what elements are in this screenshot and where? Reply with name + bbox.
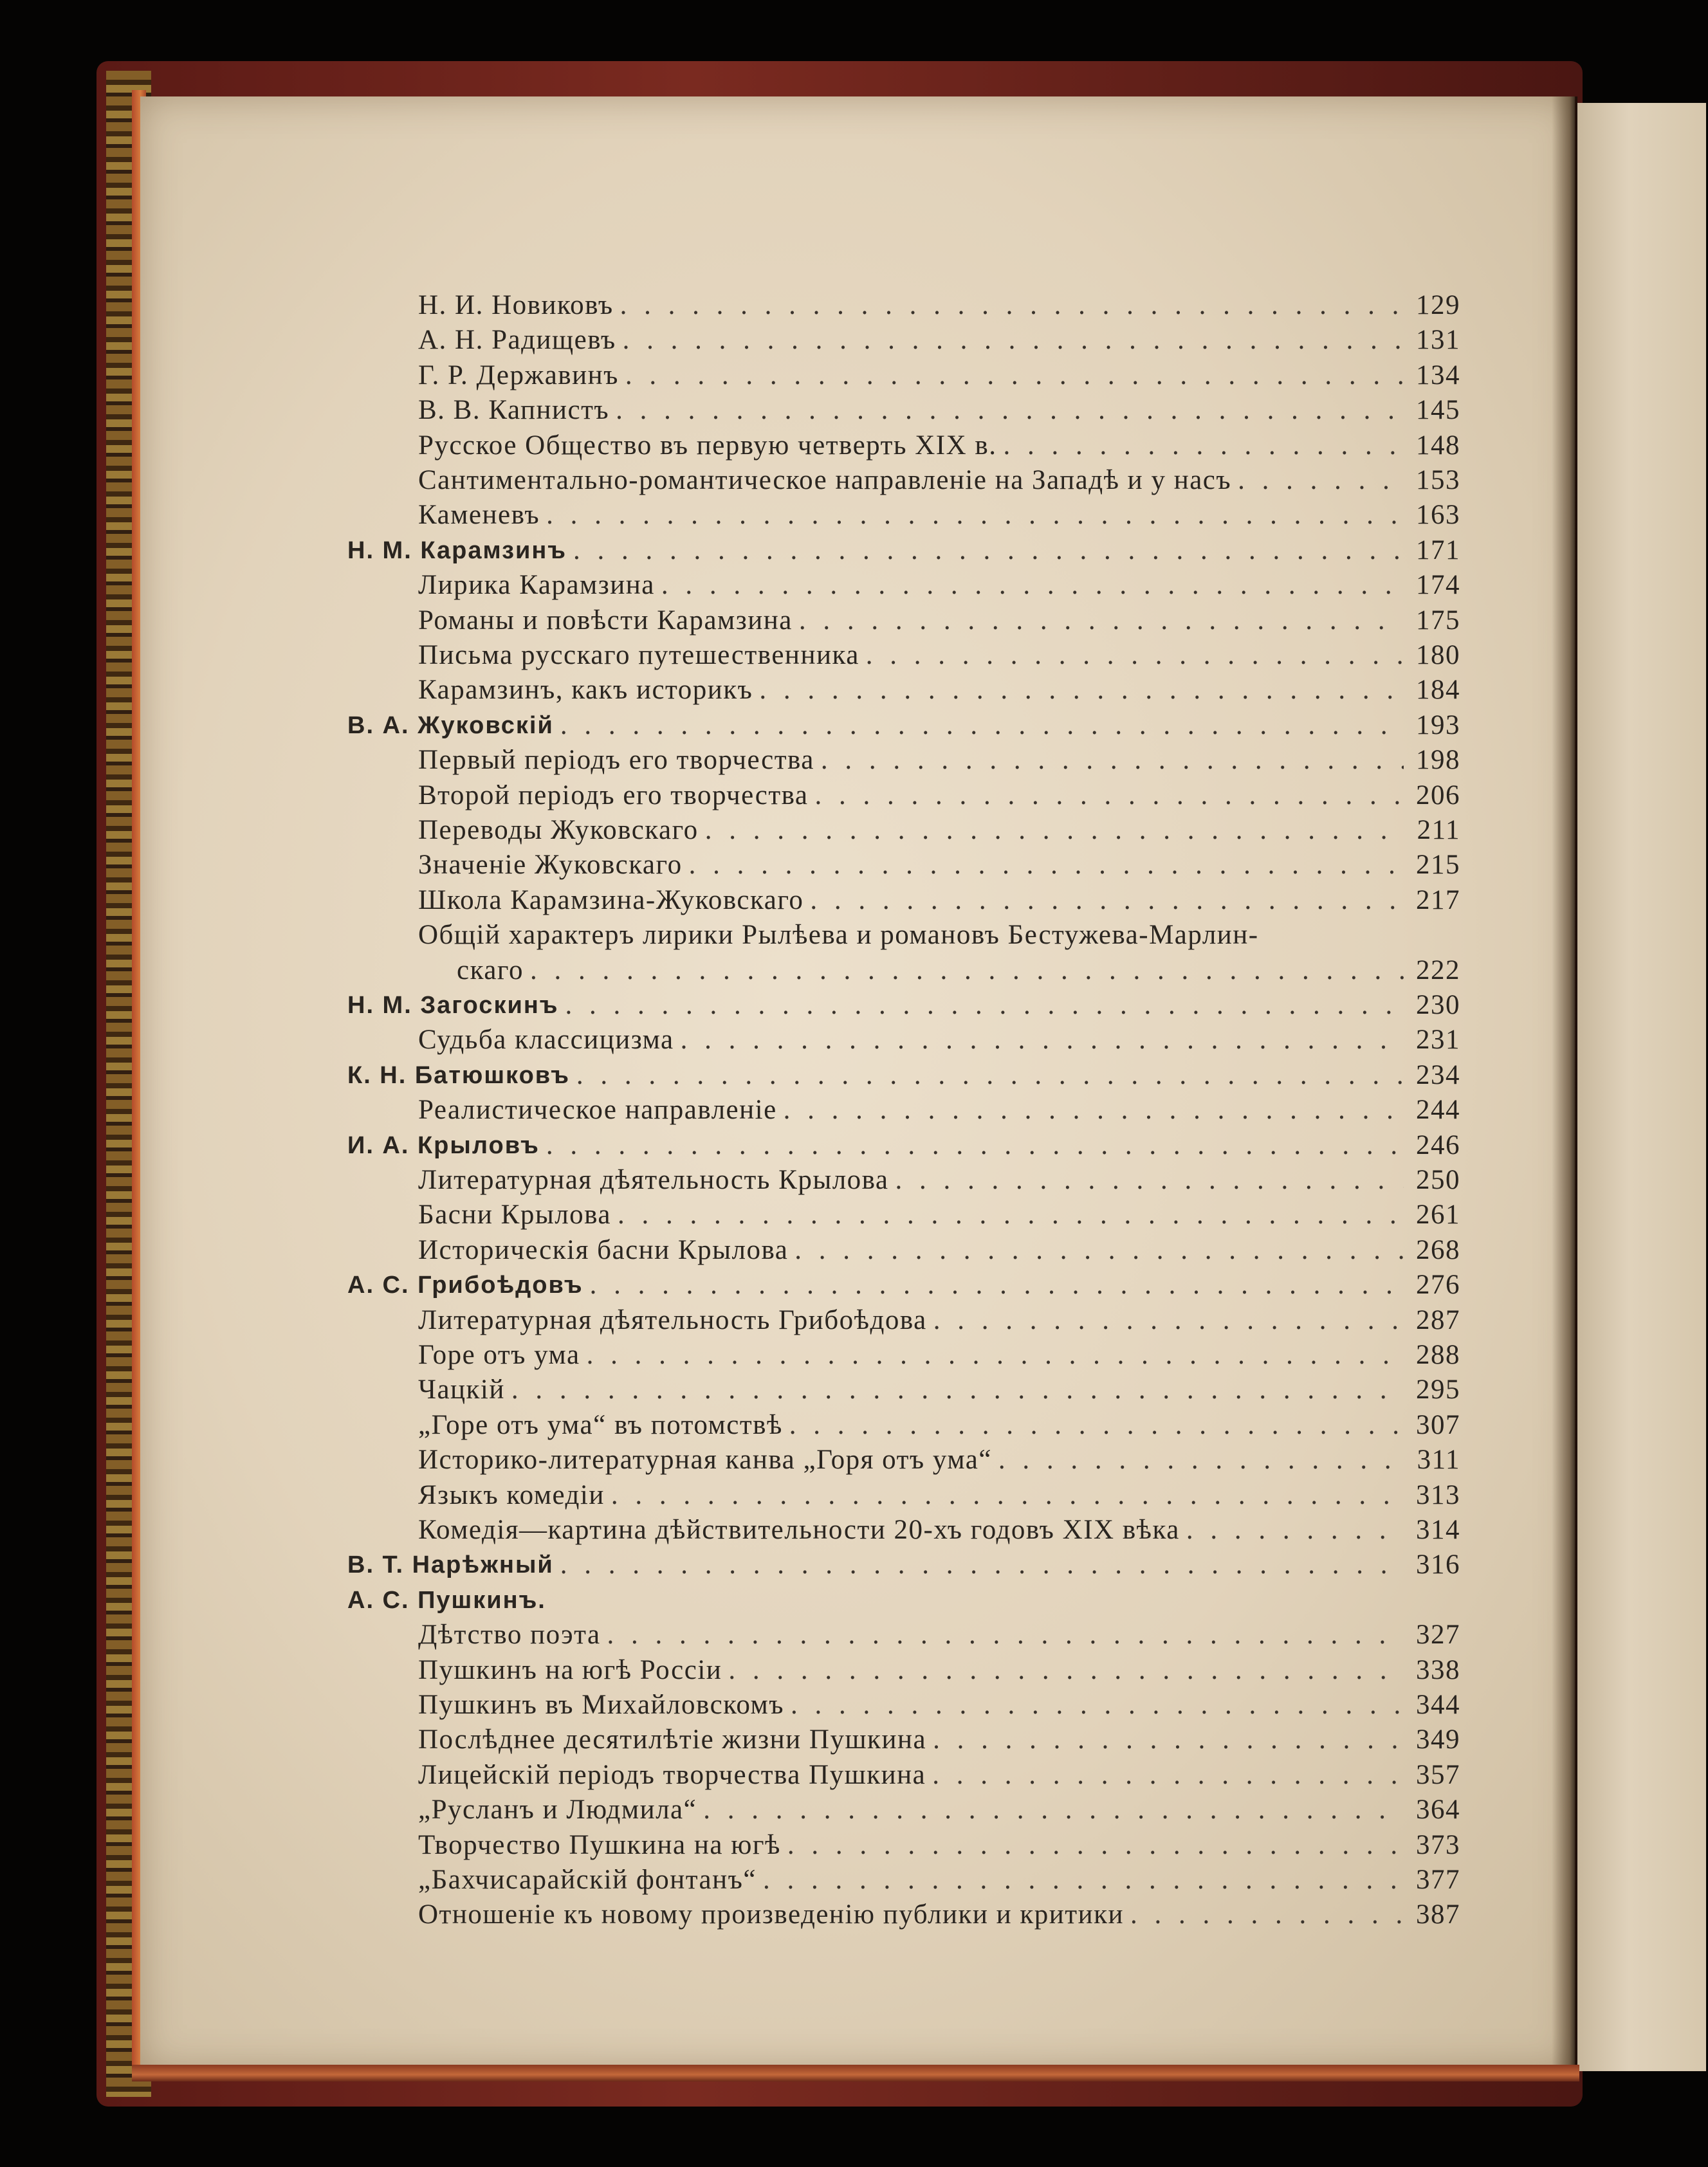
toc-page-number: 327: [1416, 1620, 1460, 1650]
toc-page-number: 244: [1416, 1095, 1460, 1125]
toc-page-number: 193: [1416, 710, 1460, 740]
toc-entry-title: Историческія басни Крылова: [418, 1235, 789, 1265]
toc-entry-title: Пушкинъ въ Михайловскомъ: [418, 1690, 784, 1720]
toc-page-number: 174: [1416, 570, 1460, 600]
toc-entry-title: Басни Крылова: [418, 1200, 611, 1230]
toc-entry: [347, 1478, 1460, 1513]
toc-entry-title: Значеніе Жуковскаго: [418, 850, 683, 880]
toc-page-number: 230: [1416, 990, 1460, 1020]
toc-leader-dots: [703, 1793, 1404, 1827]
toc-page-number: 364: [1416, 1795, 1460, 1825]
toc-entry: [347, 603, 1460, 638]
toc-page-number: 217: [1416, 885, 1460, 915]
toc-page-number: 131: [1416, 325, 1460, 355]
toc-entry: [347, 1338, 1460, 1373]
page-bottom-edge: [132, 2065, 1579, 2081]
toc-page-number: 387: [1416, 1899, 1460, 1930]
toc-page-number: 206: [1416, 780, 1460, 810]
toc-entry-title: Первый періодъ его творчества: [418, 745, 814, 775]
toc-page-number: 211: [1417, 815, 1460, 845]
toc-entry-title: Реалистическое направленіе: [418, 1095, 777, 1125]
toc-entry: [347, 813, 1460, 848]
toc-entry-title: Переводы Жуковскаго: [418, 815, 699, 845]
toc-entry: [347, 1723, 1460, 1757]
toc-entry: [347, 638, 1460, 673]
toc-page-number: 184: [1416, 675, 1460, 705]
toc-entry: [347, 358, 1460, 393]
toc-page-number: 338: [1416, 1655, 1460, 1685]
toc-page-number: 222: [1416, 955, 1460, 985]
toc-page-number: 373: [1416, 1830, 1460, 1860]
toc-page-number: 250: [1416, 1165, 1460, 1195]
toc-entry-title: Горе отъ ума: [418, 1340, 580, 1370]
toc-page-number: 357: [1416, 1760, 1460, 1790]
toc-entry: [347, 1233, 1460, 1268]
toc-entry: [347, 1198, 1460, 1232]
toc-entry: [347, 743, 1460, 778]
toc-leader-dots: [794, 1233, 1404, 1268]
toc-page-number: 175: [1416, 605, 1460, 635]
toc-entry: [347, 988, 1460, 1023]
toc-entry-title: Литературная дѣятельность Крылова: [418, 1165, 889, 1195]
toc-leader-dots: [810, 883, 1404, 918]
toc-leader-dots: [763, 1863, 1404, 1897]
toc-leader-dots: [791, 1688, 1404, 1723]
toc-page-number: 261: [1416, 1200, 1460, 1230]
toc-page-number: 276: [1416, 1270, 1460, 1300]
toc-leader-dots: [681, 1023, 1404, 1057]
toc-leader-dots: [576, 1058, 1404, 1093]
toc-leader-dots: [546, 1128, 1404, 1163]
toc-leader-dots: [1186, 1513, 1404, 1548]
toc-entry: [347, 1408, 1460, 1443]
toc-entry-title: Письма русскаго путешественника: [418, 640, 859, 670]
toc-page-number: 268: [1416, 1235, 1460, 1265]
toc-entry-title: скаго: [457, 955, 524, 985]
toc-leader-dots: [895, 1163, 1404, 1198]
toc-page-number: 180: [1416, 640, 1460, 670]
toc-leader-dots: [814, 778, 1404, 813]
toc-entry: [347, 1268, 1460, 1303]
toc-entry: [347, 673, 1460, 708]
toc-entry: [347, 1793, 1460, 1827]
toc-entry-title: „Горе отъ ума“ въ потомствѣ: [418, 1410, 783, 1440]
toc-entry-title: „Русланъ и Людмила“: [418, 1795, 697, 1825]
toc-leader-dots: [590, 1268, 1404, 1303]
toc-leader-dots: [618, 1198, 1404, 1232]
toc-leader-dots: [689, 848, 1404, 882]
toc-leader-dots: [728, 1653, 1404, 1688]
toc-page-number: 231: [1416, 1025, 1460, 1055]
toc-leader-dots: [573, 533, 1404, 568]
toc-entry-title: Сантиментально-романтическое направленіе на Западѣ и у насъ: [418, 465, 1232, 495]
toc-leader-dots: [623, 323, 1404, 358]
toc-leader-dots: [759, 673, 1404, 708]
toc-entry: [347, 883, 1460, 918]
toc-leader-dots: [998, 1443, 1404, 1477]
toc-leader-dots: [511, 1373, 1404, 1407]
toc-page-number: 287: [1416, 1305, 1460, 1335]
toc-leader-dots: [705, 813, 1404, 848]
toc-leader-dots: [789, 1408, 1404, 1443]
toc-entry: [347, 1897, 1460, 1932]
toc-page-number: 129: [1416, 290, 1460, 320]
toc-entry: [347, 1828, 1460, 1863]
toc-leader-dots: [933, 1303, 1404, 1338]
toc-entry-title: Судьба классицизма: [418, 1025, 674, 1055]
toc-entry: [347, 533, 1460, 568]
toc-page-number: 313: [1416, 1480, 1460, 1510]
toc-entry-title: Русское Общество въ первую четверть XIX в.: [418, 430, 997, 461]
book-gutter: [1552, 96, 1577, 2071]
toc-author-heading: Н. М. Загоскинъ: [347, 992, 559, 1019]
toc-leader-dots: [866, 638, 1404, 673]
toc-entry-title: Историко-литературная канва „Горя отъ ума“: [418, 1445, 992, 1475]
toc-entry: [347, 1863, 1460, 1897]
toc-entry-title: Лирика Карамзина: [418, 570, 655, 600]
toc-leader-dots: [560, 708, 1404, 743]
toc-entry: [347, 1303, 1460, 1338]
toc-author-heading: В. Т. Нарѣжный: [347, 1551, 554, 1578]
toc-entry: [347, 778, 1460, 813]
toc-entry: [347, 1653, 1460, 1688]
toc-leader-dots: [1003, 428, 1404, 463]
toc-leader-dots: [625, 358, 1404, 393]
toc-entry-title: Школа Карамзина-Жуковскаго: [418, 885, 804, 915]
toc-entry-title: Литературная дѣятельность Грибоѣдова: [418, 1305, 927, 1335]
toc-entry: [347, 918, 1460, 953]
toc-author-heading: В. А. Жуковскій: [347, 712, 554, 739]
facing-page-edge: [1577, 103, 1706, 2071]
toc-entry-title: Романы и повѣсти Карамзина: [418, 605, 793, 635]
toc-leader-dots: [787, 1828, 1404, 1863]
toc-entry: [347, 708, 1460, 743]
toc-entry-title: Общій характеръ лирики Рылѣева и романовъ Бестужева-Марлин-: [418, 920, 1259, 950]
toc-entry-title: Отношеніе къ новому произведенію публики и критики: [418, 1899, 1125, 1930]
toc-leader-dots: [933, 1723, 1404, 1757]
toc-author-heading: А. С. Грибоѣдовъ: [347, 1272, 583, 1299]
toc-entry: [347, 1583, 1460, 1618]
toc-page-number: 307: [1416, 1410, 1460, 1440]
toc-page-number: 344: [1416, 1690, 1460, 1720]
toc-entry: [347, 1548, 1460, 1582]
toc-leader-dots: [530, 953, 1404, 988]
toc-entry: [347, 463, 1460, 498]
toc-entry-title: Пушкинъ на югѣ Россіи: [418, 1655, 722, 1685]
toc-leader-dots: [607, 1618, 1404, 1652]
toc-page-number: 314: [1416, 1515, 1460, 1545]
toc-page-number: 198: [1416, 745, 1460, 775]
toc-page-number: 234: [1416, 1060, 1460, 1090]
toc-leader-dots: [799, 603, 1404, 638]
toc-author-heading: К. Н. Батюшковъ: [347, 1062, 570, 1089]
toc-leader-dots: [821, 743, 1404, 778]
toc-entry: [347, 498, 1460, 533]
toc-entry-title: Карамзинъ, какъ историкъ: [418, 675, 753, 705]
toc-entry: [347, 393, 1460, 428]
toc-entry-title: А. Н. Радищевъ: [418, 325, 616, 355]
toc-page-number: 288: [1416, 1340, 1460, 1370]
toc-entry: [347, 323, 1460, 358]
toc-page-number: 311: [1417, 1445, 1460, 1475]
toc-leader-dots: [616, 393, 1404, 428]
toc-leader-dots: [620, 288, 1404, 323]
toc-page-number: 134: [1416, 360, 1460, 390]
toc-page-number: 316: [1416, 1550, 1460, 1580]
toc-entry: [347, 1128, 1460, 1163]
toc-entry: [347, 428, 1460, 463]
toc-entry-title: В. В. Капнистъ: [418, 395, 610, 425]
toc-entry-title: Лицейскій періодъ творчества Пушкина: [418, 1760, 926, 1790]
toc-entry: [347, 953, 1460, 988]
toc-entry: [347, 568, 1460, 603]
toc-page-number: 163: [1416, 500, 1460, 530]
toc-entry-title: Комедія—картина дѣйствительности 20-хъ годовъ XIX вѣка: [418, 1515, 1180, 1545]
toc-entry-title: Творчество Пушкина на югѣ: [418, 1830, 781, 1860]
toc-entry: [347, 1758, 1460, 1793]
toc-entry-title: Г. Р. Державинъ: [418, 360, 619, 390]
toc-entry: [347, 1373, 1460, 1407]
toc-entry-title: Послѣднее десятилѣтіе жизни Пушкина: [418, 1724, 927, 1755]
toc-leader-dots: [661, 568, 1404, 603]
toc-page-number: 377: [1416, 1865, 1460, 1895]
toc-entry-title: Языкъ комедіи: [418, 1480, 605, 1510]
toc-entry: [347, 1443, 1460, 1477]
toc-entry-title: Дѣтство поэта: [418, 1620, 601, 1650]
toc-page-number: 148: [1416, 430, 1460, 461]
toc-leader-dots: [565, 988, 1404, 1023]
toc-page-number: 349: [1416, 1724, 1460, 1755]
toc-entry-title: Н. И. Новиковъ: [418, 290, 614, 320]
toc-author-heading: Н. М. Карамзинъ: [347, 537, 567, 564]
toc-page-number: 246: [1416, 1130, 1460, 1160]
toc-entry: [347, 1618, 1460, 1652]
toc-page-number: 215: [1416, 850, 1460, 880]
toc-leader-dots: [546, 498, 1404, 533]
toc-entry: [347, 288, 1460, 323]
toc-entry: [347, 1513, 1460, 1548]
toc-page-number: 295: [1416, 1375, 1460, 1405]
toc-entry: [347, 848, 1460, 882]
toc-entry-title: Чацкій: [418, 1375, 505, 1405]
toc-page-number: 171: [1416, 535, 1460, 565]
toc-leader-dots: [560, 1548, 1404, 1582]
toc-leader-dots: [587, 1338, 1404, 1373]
toc-author-heading: А. С. Пушкинъ.: [347, 1587, 546, 1614]
toc-leader-dots: [1130, 1897, 1404, 1932]
toc-entry: [347, 1688, 1460, 1723]
toc-entry: [347, 1058, 1460, 1093]
toc-leader-dots: [784, 1093, 1404, 1128]
toc-entry: [347, 1163, 1460, 1198]
toc-entry: [347, 1093, 1460, 1128]
toc-leader-dots: [1238, 463, 1404, 498]
toc-entry-title: Второй періодъ его творчества: [418, 780, 809, 810]
toc-page-number: 145: [1416, 395, 1460, 425]
toc-page-number: 153: [1416, 465, 1460, 495]
toc-leader-dots: [932, 1758, 1404, 1793]
toc-leader-dots: [611, 1478, 1404, 1513]
toc-author-heading: И. А. Крыловъ: [347, 1132, 540, 1159]
toc-entry: [347, 1023, 1460, 1057]
toc-entry-title: Каменевъ: [418, 500, 540, 530]
toc-entry-title: „Бахчисарайскій фонтанъ“: [418, 1865, 757, 1895]
